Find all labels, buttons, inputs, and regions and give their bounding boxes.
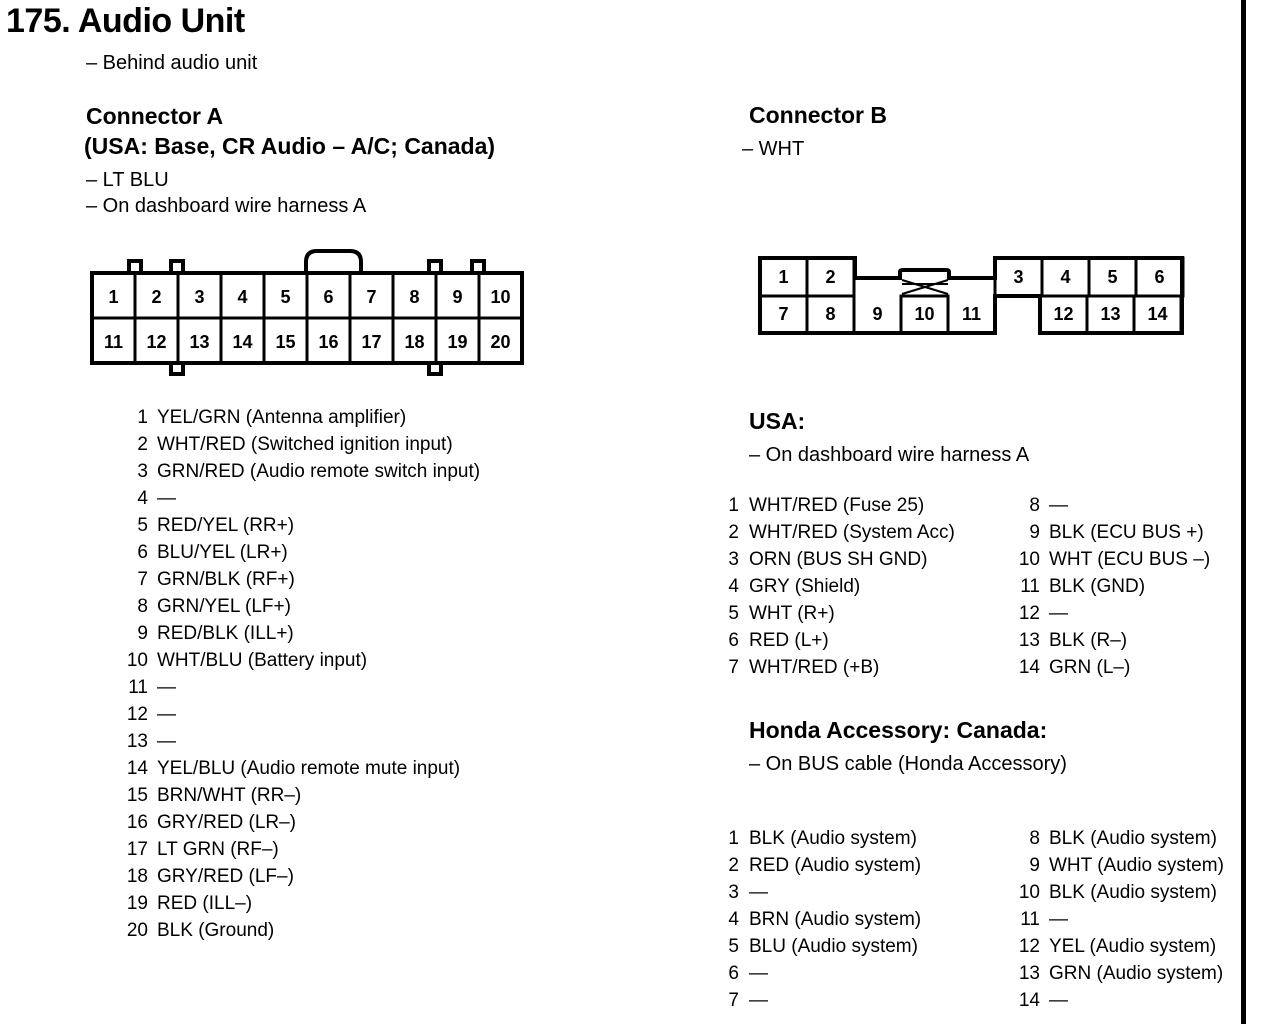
connector-a-cavity-label: 9 [452,287,463,307]
connector-a-cavity-label: 20 [490,332,511,352]
pin-description: — [157,731,176,752]
connector-b-cavity-label: 11 [961,304,982,324]
pin-number: 11 [1020,909,1040,930]
pin-description: BLK (Audio system) [749,828,917,849]
connector-a-cavity-label: 12 [146,332,167,352]
pin-number: 8 [1029,828,1040,849]
connector-a-cavity-label: 4 [237,287,248,307]
connector-a-cavity-label: 5 [280,287,291,307]
pin-number: 9 [1029,522,1040,543]
pin-number: 4 [137,488,148,509]
pin-number: 13 [1018,630,1040,651]
pin-number: 11 [1020,576,1040,597]
pin-number: 2 [728,522,739,543]
pin-number: 12 [126,704,148,725]
connector-b-cavity-label: 6 [1154,267,1165,287]
connector-a-cavity-label: 1 [108,287,119,307]
pin-number: 14 [1018,990,1040,1011]
connector-b-cavity-label: 12 [1053,304,1074,324]
pin-number: 4 [728,909,739,930]
pin-description: YEL/GRN (Antenna amplifier) [157,407,407,428]
connector-a-cavity-label: 6 [323,287,334,307]
pin-description: GRY/RED (LF–) [157,866,294,887]
pin-description: BLK (Audio system) [1049,828,1217,849]
connector-a-cavity-label: 11 [103,332,124,352]
pin-number: 7 [728,657,739,678]
unit-location: – Behind audio unit [86,52,258,74]
connector-b-cavity-label: 13 [1100,304,1121,324]
pin-description: WHT/RED (Fuse 25) [749,495,925,516]
pin-number: 3 [728,549,739,570]
pin-description: — [749,882,768,903]
pin-description: — [157,488,176,509]
pin-description: BRN/WHT (RR–) [157,785,302,806]
pin-number: 9 [137,623,148,644]
pin-number: 11 [128,677,148,698]
pin-number: 10 [126,650,148,671]
pin-number: 12 [1018,936,1040,957]
connector-b-cavity-label: 1 [778,267,789,287]
usa-location: – On dashboard wire harness A [749,444,1030,466]
pin-number: 14 [1018,657,1040,678]
pin-description: — [157,677,176,698]
pin-description: BLK (Audio system) [1049,882,1217,903]
pin-description: — [1049,990,1068,1011]
pin-description: — [1049,495,1068,516]
pin-description: BLK (GND) [1049,576,1146,597]
pin-description: — [1049,909,1068,930]
connector-a-cavity-label: 3 [194,287,205,307]
pin-number: 10 [1018,882,1040,903]
connector-a-cavity-label: 15 [275,332,296,352]
connector-a-cavity-label: 7 [366,287,377,307]
pin-description: BLK (R–) [1049,630,1128,651]
pin-description: WHT/RED (Switched ignition input) [157,434,453,455]
pin-description: BLU (Audio system) [749,936,918,957]
pin-number: 19 [126,893,148,914]
connector-b-cavity-label: 10 [914,304,935,324]
canada-heading: Honda Accessory: Canada: [749,717,1048,743]
pin-number: 2 [137,434,148,455]
connector-b-cavity-label: 14 [1147,304,1168,324]
pin-number: 3 [728,882,739,903]
pin-number: 7 [728,990,739,1011]
pin-description: WHT/RED (System Acc) [749,522,955,543]
pin-description: RED (ILL–) [157,893,253,914]
pin-description: ORN (BUS SH GND) [749,549,928,570]
pin-description: YEL/BLU (Audio remote mute input) [157,758,461,779]
canada-location: – On BUS cable (Honda Accessory) [749,753,1067,775]
connector-b-cavity-label: 3 [1013,267,1024,287]
connector-b-cavity-label: 7 [778,304,789,324]
pin-description: RED/YEL (RR+) [157,515,295,536]
connector-a-cavity-label: 18 [404,332,425,352]
pin-description: LT GRN (RF–) [157,839,279,860]
pin-number: 3 [137,461,148,482]
pin-number: 2 [728,855,739,876]
page-border-line [1241,0,1246,1024]
connector-a-location: – On dashboard wire harness A [86,195,367,217]
connector-a-cavity-label: 19 [447,332,468,352]
pin-number: 17 [126,839,148,860]
pin-number: 6 [728,963,739,984]
connector-b-cavity-label: 9 [872,304,883,324]
pin-description: WHT (ECU BUS –) [1049,549,1211,570]
connector-a-applicability: (USA: Base, CR Audio – A/C; Canada) [84,133,496,159]
pin-description: WHT/RED (+B) [749,657,880,678]
connector-a-cavity-label: 16 [318,332,339,352]
pin-number: 20 [126,920,148,941]
connector-a-color: – LT BLU [86,169,169,191]
connector-a-cavity-label: 10 [490,287,511,307]
connector-b-cavity-label: 4 [1060,267,1071,287]
connector-b-cavity-label: 2 [825,267,836,287]
pin-description: GRY/RED (LR–) [157,812,297,833]
pin-number: 5 [728,603,739,624]
pin-number: 18 [126,866,148,887]
connector-a-diagram [0,0,560,390]
connector-a-cavity-label: 14 [232,332,253,352]
connector-b-cavity-label: 5 [1107,267,1118,287]
pin-description: BLU/YEL (LR+) [157,542,288,563]
pin-number: 4 [728,576,739,597]
pin-description: GRN/BLK (RF+) [157,569,295,590]
pin-description: YEL (Audio system) [1049,936,1217,957]
connector-b-color: – WHT [742,138,805,160]
page-title: 175. Audio Unit [6,2,245,40]
pin-number: 15 [126,785,148,806]
pin-description: RED (Audio system) [749,855,922,876]
pin-number: 1 [728,495,739,516]
pin-number: 1 [137,407,148,428]
pin-number: 13 [1018,963,1040,984]
pin-description: WHT/BLU (Battery input) [157,650,368,671]
pin-description: — [1049,603,1068,624]
pin-number: 6 [137,542,148,563]
pin-number: 9 [1029,855,1040,876]
pin-description: BLK (Ground) [157,920,275,941]
pin-number: 5 [137,515,148,536]
connector-a-heading: Connector A [86,103,224,129]
pin-description: WHT (Audio system) [1049,855,1224,876]
connector-a-cavity-label: 17 [361,332,382,352]
pin-description: RED (L+) [749,630,829,651]
pin-number: 10 [1018,549,1040,570]
pin-number: 5 [728,936,739,957]
pin-number: 6 [728,630,739,651]
pin-description: BRN (Audio system) [749,909,922,930]
pin-description: BLK (ECU BUS +) [1049,522,1204,543]
connector-a-cavity-label: 13 [189,332,210,352]
pin-number: 12 [1018,603,1040,624]
pin-number: 1 [728,828,739,849]
pin-number: 7 [137,569,148,590]
pin-description: GRN (Audio system) [1049,963,1224,984]
pin-description: — [749,963,768,984]
pin-number: 8 [1029,495,1040,516]
pin-description: GRY (Shield) [749,576,861,597]
connector-a-cavity-label: 8 [409,287,420,307]
pin-description: WHT (R+) [749,603,835,624]
usa-heading: USA: [749,408,806,434]
pin-number: 16 [126,812,148,833]
pin-number: 14 [126,758,148,779]
pin-description: RED/BLK (ILL+) [157,623,294,644]
pin-description: GRN/RED (Audio remote switch input) [157,461,481,482]
connector-b-diagram [740,240,1200,340]
pin-description: — [157,704,176,725]
pin-description: GRN (L–) [1049,657,1131,678]
connector-a-cavity-label: 2 [151,287,162,307]
pin-description: GRN/YEL (LF+) [157,596,291,617]
connector-b-cavity-label: 8 [825,304,836,324]
connector-b-heading: Connector B [749,102,887,128]
pin-number: 13 [126,731,148,752]
pin-description: — [749,990,768,1011]
pin-number: 8 [137,596,148,617]
